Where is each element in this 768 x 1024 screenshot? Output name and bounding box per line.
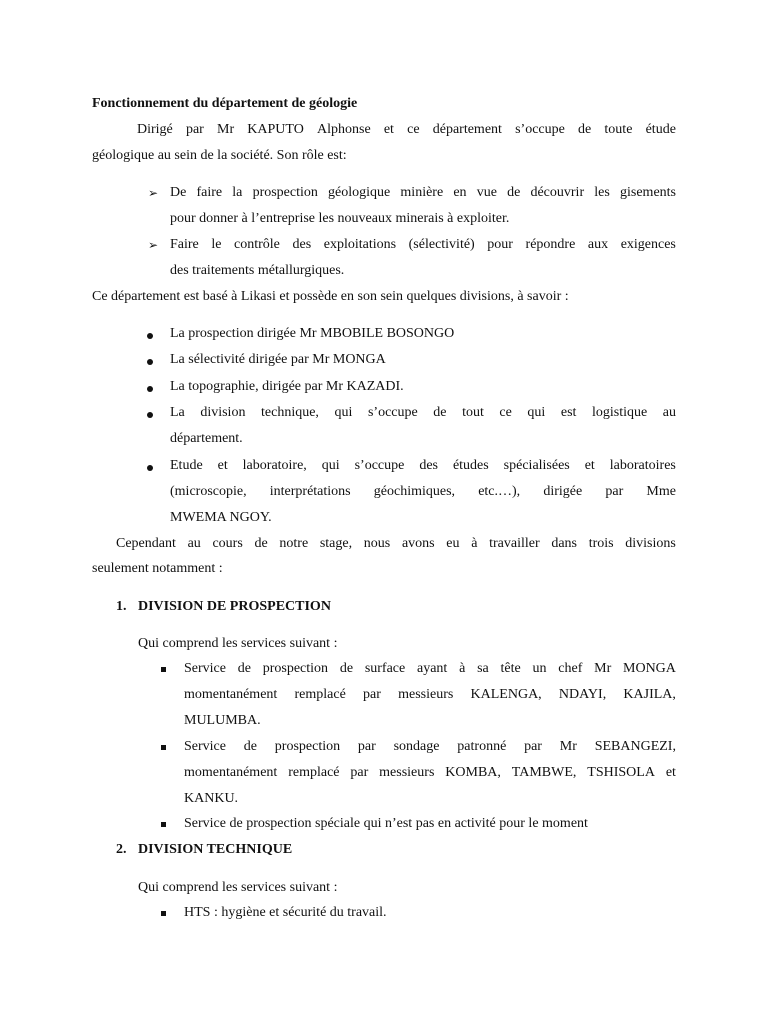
word: la bbox=[232, 185, 243, 200]
word: géologique bbox=[328, 185, 391, 200]
word: division bbox=[200, 405, 246, 420]
word: KALENGA, bbox=[470, 687, 542, 702]
word: de bbox=[339, 661, 354, 676]
word: chef bbox=[558, 661, 583, 676]
word: au bbox=[187, 536, 201, 551]
word: travailler bbox=[489, 536, 540, 551]
word: par bbox=[350, 765, 369, 780]
word: s’occupe bbox=[354, 458, 405, 473]
word: de bbox=[237, 661, 251, 676]
bullet-dot-icon bbox=[147, 465, 153, 471]
word: cours bbox=[212, 536, 243, 551]
word: s’occupe bbox=[515, 122, 565, 137]
arrow-item-1-line-1 bbox=[170, 185, 676, 201]
word: qui bbox=[334, 405, 353, 420]
word: qui bbox=[527, 405, 546, 420]
division-item-4-line-1 bbox=[170, 405, 676, 421]
word: toute bbox=[604, 122, 633, 137]
service-2-line-1 bbox=[184, 739, 676, 755]
word: stage, bbox=[319, 536, 353, 551]
word: KAPUTO bbox=[247, 122, 304, 137]
word: de bbox=[243, 739, 257, 754]
word: MONGA bbox=[623, 661, 676, 676]
intro-line-1 bbox=[137, 122, 676, 138]
word: Mr bbox=[217, 122, 235, 137]
service-2-line-3: KANKU. bbox=[184, 791, 239, 806]
word: gisements bbox=[620, 185, 676, 200]
word: des bbox=[292, 237, 312, 252]
division-item-1: La prospection dirigée Mr MBOBILE BOSONGO bbox=[170, 326, 455, 341]
word: un bbox=[532, 661, 547, 676]
word: etc.…), bbox=[478, 484, 521, 499]
square-bullet-icon bbox=[161, 911, 166, 916]
word: faire bbox=[196, 185, 223, 200]
word: en bbox=[453, 185, 467, 200]
word: étude bbox=[645, 122, 676, 137]
word: est bbox=[560, 405, 577, 420]
section-1-number: 1. bbox=[116, 599, 127, 614]
word: ayant bbox=[417, 661, 448, 676]
word: par bbox=[363, 687, 381, 702]
word: et bbox=[217, 458, 228, 473]
arrow-bullet-icon: ➢ bbox=[148, 186, 159, 200]
word: Faire bbox=[170, 237, 199, 252]
word: De bbox=[170, 185, 187, 200]
word: nous bbox=[363, 536, 391, 551]
service-hts: HTS : hygiène et sécurité du travail. bbox=[184, 905, 387, 920]
word: qui bbox=[321, 458, 340, 473]
word: Service bbox=[184, 739, 226, 754]
word: Mr bbox=[559, 739, 577, 754]
stage-text-line-2: seulement notamment : bbox=[92, 561, 223, 576]
word: département bbox=[432, 122, 502, 137]
section-2-intro: Qui comprend les services suivant : bbox=[138, 880, 338, 895]
word: sondage bbox=[393, 739, 440, 754]
word: messieurs bbox=[379, 765, 435, 780]
word: dans bbox=[551, 536, 577, 551]
stage-text-line-1 bbox=[116, 536, 676, 552]
word: KOMBA, bbox=[445, 765, 501, 780]
word: pour bbox=[487, 237, 513, 252]
word: prospection bbox=[252, 185, 318, 200]
section-1-intro: Qui comprend les services suivant : bbox=[138, 636, 338, 651]
division-item-5-line-1 bbox=[170, 458, 676, 474]
word: La bbox=[170, 405, 185, 420]
word: TAMBWE, bbox=[511, 765, 577, 780]
arrow-item-1-line-2: pour donner à l’entreprise les nouveaux minerais à exploiter. bbox=[170, 211, 510, 226]
word: le bbox=[211, 237, 222, 252]
word: des bbox=[419, 458, 438, 473]
word: laboratoires bbox=[609, 458, 676, 473]
word: de bbox=[433, 405, 447, 420]
word: technique, bbox=[261, 405, 319, 420]
word: tout bbox=[462, 405, 484, 420]
square-bullet-icon bbox=[161, 822, 166, 827]
arrow-bullet-icon: ➢ bbox=[148, 238, 159, 252]
word: momentanément bbox=[184, 687, 278, 702]
word: dirigée bbox=[543, 484, 583, 499]
word: et bbox=[665, 765, 676, 780]
word: trois bbox=[588, 536, 614, 551]
word: logistique bbox=[591, 405, 648, 420]
section-1-title: DIVISION DE PROSPECTION bbox=[138, 599, 331, 614]
word: messieurs bbox=[398, 687, 454, 702]
service-1-line-2 bbox=[184, 687, 676, 703]
word: eu bbox=[446, 536, 460, 551]
square-bullet-icon bbox=[161, 667, 166, 672]
word: au bbox=[662, 405, 676, 420]
section-2-title: DIVISION TECHNIQUE bbox=[138, 842, 293, 857]
word: exigences bbox=[620, 237, 676, 252]
word: vue bbox=[476, 185, 497, 200]
word: s’occupe bbox=[367, 405, 418, 420]
word: exploitations bbox=[323, 237, 397, 252]
word: prospection bbox=[262, 661, 329, 676]
word: géochimiques, bbox=[373, 484, 456, 499]
division-item-4-line-2: département. bbox=[170, 431, 243, 446]
word: tête bbox=[500, 661, 521, 676]
division-item-3: La topographie, dirigée par Mr KAZADI. bbox=[170, 379, 404, 394]
division-item-5-line-2 bbox=[170, 484, 676, 500]
word: de bbox=[578, 122, 592, 137]
bullet-dot-icon bbox=[147, 412, 153, 418]
service-2-line-2 bbox=[184, 765, 676, 781]
word: par bbox=[357, 739, 376, 754]
word: par bbox=[605, 484, 624, 499]
word: surface bbox=[364, 661, 406, 676]
bullet-dot-icon bbox=[147, 386, 153, 392]
word: Alphonse bbox=[317, 122, 371, 137]
word: et bbox=[383, 122, 394, 137]
division-item-2: La sélectivité dirigée par Mr MONGA bbox=[170, 352, 386, 367]
word: remplacé bbox=[294, 687, 346, 702]
word: sa bbox=[477, 661, 489, 676]
intro-line-2: géologique au sein de la société. Son rôle est: bbox=[92, 148, 347, 163]
bullet-dot-icon bbox=[147, 359, 153, 365]
word: ce bbox=[499, 405, 512, 420]
service-1-line-3: MULUMBA. bbox=[184, 713, 261, 728]
word: divisions bbox=[625, 536, 676, 551]
arrow-item-2-line-1 bbox=[170, 237, 676, 253]
word: Service bbox=[184, 661, 226, 676]
word: KAJILA, bbox=[623, 687, 676, 702]
word: études bbox=[452, 458, 489, 473]
word: Mme bbox=[646, 484, 676, 499]
word: par bbox=[185, 122, 204, 137]
word: (microscopie, bbox=[170, 484, 247, 499]
word: et bbox=[584, 458, 595, 473]
base-text: Ce département est basé à Likasi et possède en son sein quelques divisions, à savoir : bbox=[92, 289, 569, 304]
word: découvrir bbox=[530, 185, 585, 200]
word: avons bbox=[401, 536, 435, 551]
service-3-line-1: Service de prospection spéciale qui n’est pas en activité pour le moment bbox=[184, 816, 588, 831]
word: NDAYI, bbox=[558, 687, 607, 702]
word: laboratoire, bbox=[242, 458, 307, 473]
word: par bbox=[524, 739, 542, 754]
word: patronné bbox=[457, 739, 507, 754]
word: à bbox=[471, 536, 478, 551]
word: SEBANGEZI, bbox=[594, 739, 676, 754]
section-2-number: 2. bbox=[116, 842, 127, 857]
service-1-line-1 bbox=[184, 661, 676, 677]
word: momentanément bbox=[184, 765, 278, 780]
word: minière bbox=[400, 185, 444, 200]
word: remplacé bbox=[288, 765, 340, 780]
word: aux bbox=[587, 237, 609, 252]
arrow-item-2-line-2: des traitements métallurgiques. bbox=[170, 263, 345, 278]
word: de bbox=[507, 185, 521, 200]
word: les bbox=[594, 185, 610, 200]
word: contrôle bbox=[234, 237, 280, 252]
word: de bbox=[254, 536, 268, 551]
division-item-5-line-3: MWEMA NGOY. bbox=[170, 510, 272, 525]
page-title: Fonctionnement du département de géologie bbox=[92, 96, 358, 111]
word: Cependant bbox=[116, 536, 176, 551]
word: (sélectivité) bbox=[408, 237, 475, 252]
word: Mr bbox=[594, 661, 612, 676]
word: notre bbox=[279, 536, 309, 551]
word: ce bbox=[407, 122, 420, 137]
word: à bbox=[459, 661, 466, 676]
word: Dirigé bbox=[137, 122, 173, 137]
word: spécialisées bbox=[503, 458, 570, 473]
word: TSHISOLA bbox=[587, 765, 655, 780]
word: répondre bbox=[525, 237, 576, 252]
word: interprétations bbox=[269, 484, 351, 499]
square-bullet-icon bbox=[161, 745, 166, 750]
bullet-dot-icon bbox=[147, 333, 153, 339]
word: prospection bbox=[274, 739, 341, 754]
word: Etude bbox=[170, 458, 203, 473]
